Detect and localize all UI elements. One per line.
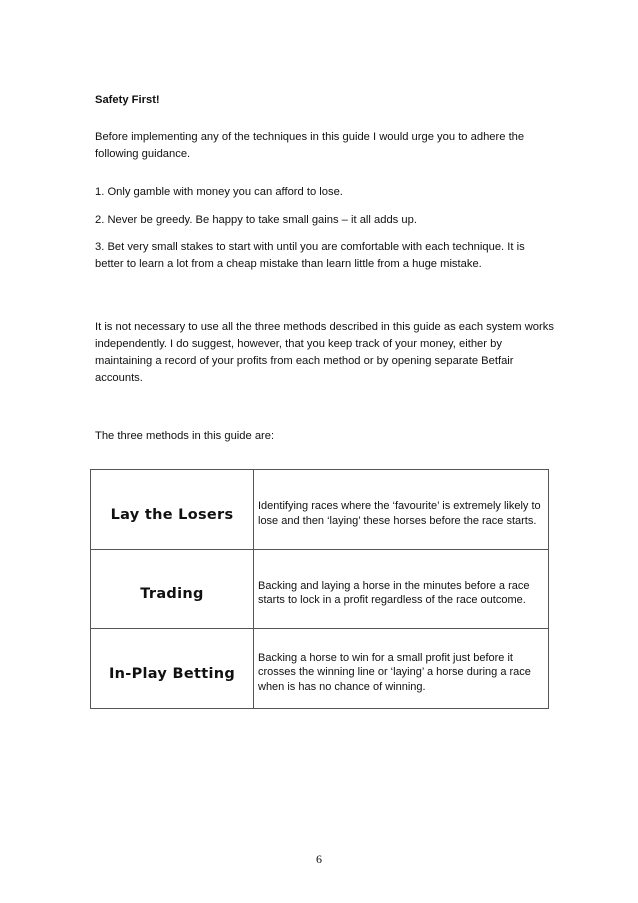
method-description-cell: Backing and laying a horse in the minutes before a race starts to lock in a profit regardless of the race outcome. [254,550,549,629]
methods-intro: The three methods in this guide are: [95,430,275,442]
rule-item: 1. Only gamble with money you can afford to lose. [95,186,343,198]
method-name-cell: In-Play Betting [91,629,254,709]
method-name-cell: Lay the Losers [91,470,254,550]
rule-item: 3. Bet very small stakes to start with until you are comfortable with each technique. It is better to learn a lot from a cheap mistake than learn little from a huge mistake. [95,241,525,270]
method-name-cell: Trading [91,550,254,629]
table-row [91,629,549,709]
section-title: Safety First! [95,94,160,106]
rule-item: 2. Never be greedy. Be happy to take small gains – it all adds up. [95,214,417,226]
independence-paragraph: It is not necessary to use all the three methods described in this guide as each system works independently. I do suggest, however, that you keep track of your money, either by maintaining a record of your profits from each method or by opening separate Betfair accounts. [95,321,554,384]
table-row [91,550,549,629]
table-row [91,470,549,550]
page-number: 6 [316,852,322,866]
intro-paragraph: Before implementing any of the techniques in this guide I would urge you to adhere the following guidance. [95,131,525,160]
methods-table [90,469,549,709]
method-description-cell: Identifying races where the ‘favourite’ is extremely likely to lose and then ‘laying’ these horses before the race starts. [254,470,549,550]
method-description-cell: Backing a horse to win for a small profit just before it crosses the winning line or ‘laying’ a horse during a race when is has no chance of winning. [254,629,549,709]
